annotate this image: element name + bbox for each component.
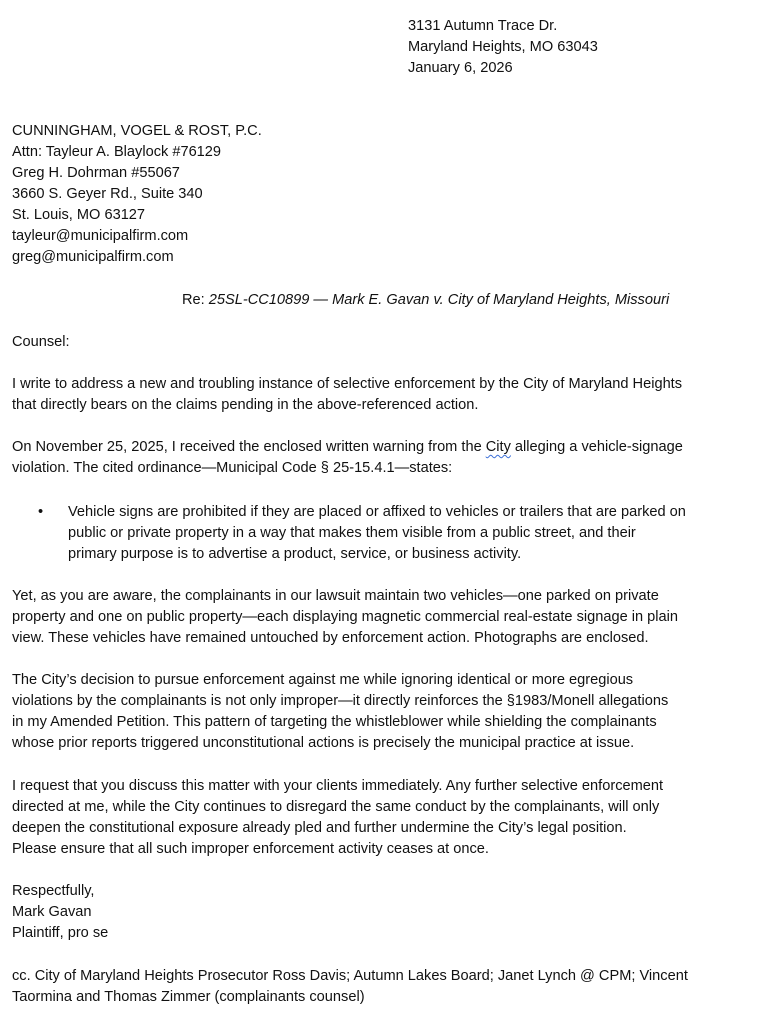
sender-address-block [408,16,598,79]
recipient-attn: Attn: Tayleur A. Blaylock #76129 [12,144,222,160]
paragraph-line: view. These vehicles have remained untouched by enforcement action. Photographs are enclosed. [12,630,649,646]
paragraph-line: I request that you discuss this matter with your clients immediately. Any further selective enforcement [12,778,664,794]
paragraph-line: Yet, as you are aware, the complainants in our lawsuit maintain two vehicles—one parked on private [12,588,659,604]
sender-city-state-zip: Maryland Heights, MO 63043 [408,39,598,55]
paragraph-line: that directly bears on the claims pending in the above-referenced action. [12,397,479,413]
paragraph-line: violations by the complainants is not only improper—it directly reinforces the §1983/Monell allegations [12,693,669,709]
recipient-email-2: greg@municipalfirm.com [12,249,174,265]
paragraph-line: I write to address a new and troubling instance of selective enforcement by the City of Maryland Heights [12,376,683,392]
recipient-city-state-zip: St. Louis, MO 63127 [12,207,146,223]
signer-name: Mark Gavan [12,904,92,920]
recipient-street: 3660 S. Geyer Rd., Suite 340 [12,186,203,202]
recipient-attorney-2: Greg H. Dohrman #55067 [12,165,180,181]
recipient-address-block [12,121,262,268]
paragraph-line: The City’s decision to pursue enforcement against me while ignoring identical or more egregious [12,672,634,688]
paragraph-line: Please ensure that all such improper enforcement activity ceases at once. [12,841,489,857]
paragraph-2 [12,437,752,479]
paragraph-3 [12,586,752,649]
paragraph-line: property and one on public property—each displaying magnetic commercial real-estate signage in plain [12,609,679,625]
paragraph-4 [12,670,752,754]
paragraph-fragment: alleging a vehicle-signage [510,439,683,455]
paragraph-line: directed at me, while the City continues to disregard the same conduct by the complainants, will only [12,799,660,815]
bullet-line: public or private property in a way that makes them visible from a public street, and their [68,525,636,541]
sender-street: 3131 Autumn Trace Dr. [408,18,558,34]
paragraph-line: in my Amended Petition. This pattern of targeting the whistleblower while shielding the complainants [12,714,657,730]
paragraph-fragment: On November 25, 2025, I received the enclosed written warning from the [12,439,486,455]
re-case-caption: 25SL-CC10899 — Mark E. Gavan v. City of Maryland Heights, Missouri [208,292,670,308]
paragraph-line: whose prior reports triggered unconstitutional actions is precisely the municipal practice at issue. [12,735,635,751]
bullet-icon: • [38,504,44,520]
recipient-email-1: tayleur@municipalfirm.com [12,228,189,244]
salutation [12,332,752,353]
spellcheck-flagged-word: City [485,439,511,455]
paragraph-5 [12,776,752,860]
bullet-line: primary purpose is to advertise a product, service, or business activity. [68,546,522,562]
paragraph-1 [12,374,752,416]
letter-date: January 6, 2026 [408,60,513,76]
paragraph-line: violation. The cited ordinance—Municipal Code § 25-15.4.1—states: [12,460,453,476]
bullet-line: Vehicle signs are prohibited if they are placed or affixed to vehicles or trailers that are parked on [68,504,686,520]
cc-line: Taormina and Thomas Zimmer (complainants counsel) [12,989,365,1005]
valediction: Respectfully, [12,883,95,899]
closing-block [12,881,752,944]
recipient-firm: CUNNINGHAM, VOGEL & ROST, P.C. [12,123,262,139]
re-prefix: Re: [182,292,209,308]
cc-block [12,966,752,1008]
cc-line: cc. City of Maryland Heights Prosecutor Ross Davis; Autumn Lakes Board; Janet Lynch @ CPM; Vincent [12,968,688,984]
re-line [182,290,669,311]
paragraph-line [12,437,752,458]
salutation-text: Counsel: [12,334,70,350]
paragraph-line: deepen the constitutional exposure already pled and further undermine the City’s legal position. [12,820,627,836]
signer-title: Plaintiff, pro se [12,925,109,941]
bullet-text [68,502,750,565]
